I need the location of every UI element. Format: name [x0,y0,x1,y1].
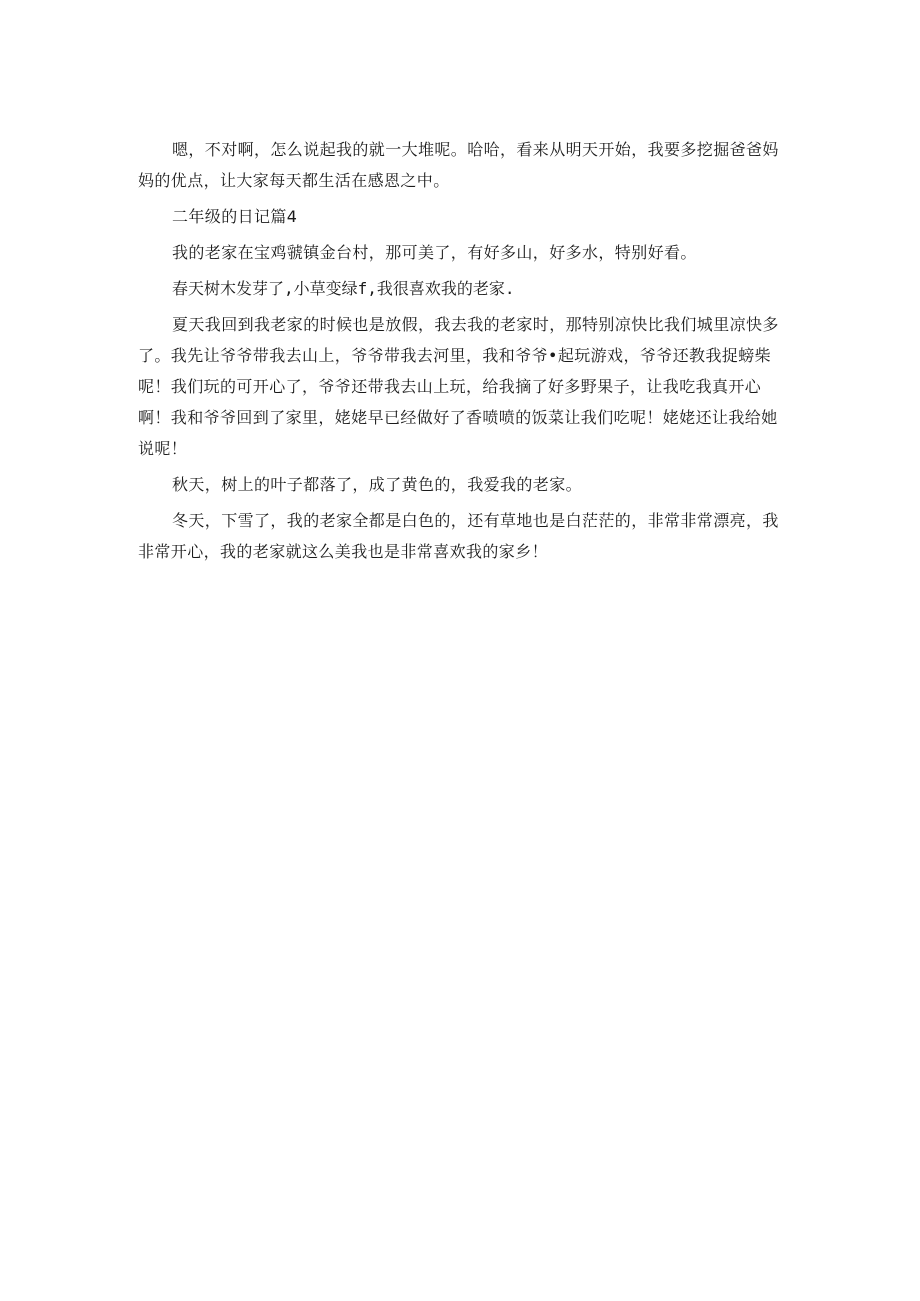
paragraph-summer: 夏天我回到我老家的时候也是放假，我去我的老家时，那特别凉快比我们城里凉快多了。我先让爷爷带我去山上，爷爷带我去河里，我和爷爷•起玩游戏，爷爷还教我捉螃柴呢！我们玩的可开心了，爷爷还带我去山上玩，给我摘了好多野果子，让我吃我真开心啊！我和爷爷回到了家里，姥姥早已经做好了香喷喷的饭菜让我们吃呢！姥姥还让我给她说呢！ [138,315,779,458]
paragraph-spring: 春天树木发芽了,小草变绿f,我很喜欢我的老家. [172,279,515,298]
paragraph-intro: 嗯，不对啊，怎么说起我的就一大堆呢。哈哈，看来从明天开始，我要多挖掘爸爸妈妈的优点，让大家每天都生活在感恩之中。 [138,140,779,190]
document-body [138,134,783,572]
paragraph-autumn: 秋天，树上的叶子都落了，成了黄色的，我爱我的老家。 [172,475,583,494]
section-heading: 二年级的日记篇4 [172,207,298,226]
paragraph-hometown: 我的老家在宝鸡虢镇金台村，那可美了，有好多山，好多水，特别好看。 [172,243,697,262]
paragraph-winter: 冬天，下雪了，我的老家全都是白色的，还有草地也是白茫茫的，非常非常漂亮，我非常开心，我的老家就这么美我也是非常喜欢我的家乡！ [138,511,779,561]
